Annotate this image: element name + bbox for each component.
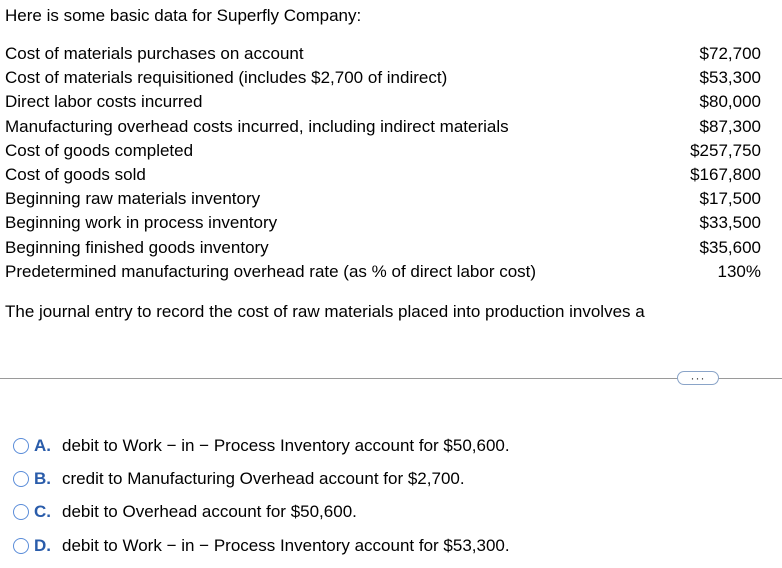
option-text: credit to Manufacturing Overhead account for $2,700. bbox=[62, 468, 465, 488]
row-value: $53,300 bbox=[699, 68, 761, 88]
option-letter: D. bbox=[34, 535, 51, 555]
data-row bbox=[5, 237, 761, 261]
option-text: debit to Overhead account for $50,600. bbox=[62, 502, 357, 522]
row-value: $17,500 bbox=[699, 189, 761, 209]
option-letter: C. bbox=[34, 502, 51, 522]
option-text: debit to Work − in − Process Inventory account for $50,600. bbox=[62, 435, 510, 455]
row-value: $35,600 bbox=[699, 237, 761, 257]
row-label: Beginning raw materials inventory bbox=[5, 189, 261, 209]
row-label: Beginning finished goods inventory bbox=[5, 237, 269, 257]
row-label: Manufacturing overhead costs incurred, including indirect materials bbox=[5, 116, 509, 136]
data-row bbox=[5, 67, 761, 91]
option-a[interactable] bbox=[13, 429, 510, 462]
row-label: Predetermined manufacturing overhead rate (as % of direct labor cost) bbox=[5, 261, 537, 281]
more-button[interactable]: ··· bbox=[677, 371, 719, 385]
row-value: $167,800 bbox=[690, 164, 761, 184]
data-row bbox=[5, 164, 761, 188]
radio-button[interactable] bbox=[13, 438, 29, 454]
row-label: Cost of materials requisitioned (includes $2,700 of indirect) bbox=[5, 68, 448, 88]
data-table bbox=[5, 43, 761, 285]
row-value: $33,500 bbox=[699, 213, 761, 233]
question-text: The journal entry to record the cost of raw materials placed into production involves a bbox=[5, 302, 645, 321]
row-value: $87,300 bbox=[699, 116, 761, 136]
data-row bbox=[5, 140, 761, 164]
row-label: Cost of goods completed bbox=[5, 140, 194, 160]
option-b[interactable] bbox=[13, 462, 510, 495]
option-d[interactable] bbox=[13, 529, 510, 562]
option-c[interactable] bbox=[13, 496, 510, 529]
answer-options bbox=[13, 429, 510, 562]
data-row bbox=[5, 43, 761, 67]
data-row bbox=[5, 212, 761, 236]
divider bbox=[0, 378, 782, 379]
row-label: Cost of materials purchases on account bbox=[5, 44, 304, 63]
data-row bbox=[5, 261, 761, 285]
radio-button[interactable] bbox=[13, 504, 29, 520]
radio-button[interactable] bbox=[13, 538, 29, 554]
option-text: debit to Work − in − Process Inventory account for $53,300. bbox=[62, 535, 510, 555]
data-row bbox=[5, 91, 761, 115]
row-label: Cost of goods sold bbox=[5, 164, 146, 184]
intro-text: Here is some basic data for Superfly Company: bbox=[5, 6, 362, 25]
row-label: Direct labor costs incurred bbox=[5, 92, 203, 112]
row-value: $80,000 bbox=[699, 92, 761, 112]
option-letter: A. bbox=[34, 435, 51, 455]
row-value: $257,750 bbox=[690, 140, 761, 160]
row-value: 130% bbox=[717, 261, 761, 281]
option-letter: B. bbox=[34, 468, 51, 488]
data-row bbox=[5, 188, 761, 212]
data-row bbox=[5, 116, 761, 140]
radio-button[interactable] bbox=[13, 471, 29, 487]
row-label: Beginning work in process inventory bbox=[5, 213, 278, 233]
row-value: $72,700 bbox=[699, 44, 761, 63]
